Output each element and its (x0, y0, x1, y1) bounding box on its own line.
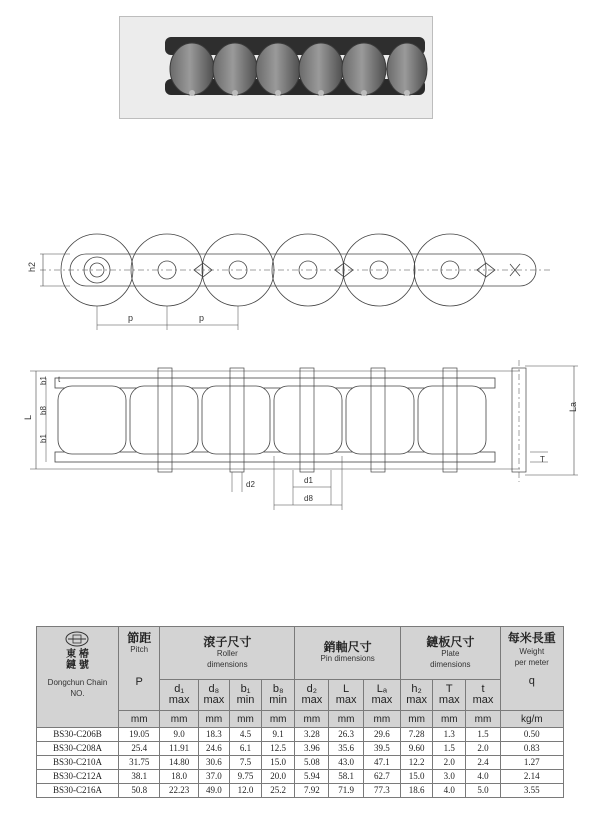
pin-header (295, 627, 401, 680)
table-row (37, 756, 564, 770)
symbol-cell (329, 680, 363, 711)
table-cell: 7.5 (229, 756, 261, 770)
table-cell: 58.1 (329, 770, 363, 784)
symbol-text: b₁ (240, 683, 251, 695)
table-cell: 25.4 (118, 742, 159, 756)
table-cell: 1.5 (466, 728, 500, 742)
symbol-text: T (445, 683, 453, 695)
weight-en: Weight per meter (514, 647, 549, 667)
label-b1-top: b1 (39, 376, 48, 385)
company-english: Dongchun Chain NO. (47, 678, 108, 698)
label-d8: d8 (304, 494, 313, 503)
symbol-qualifier: max (203, 694, 225, 706)
table-cell: 49.0 (198, 784, 229, 798)
chain-spec-table (36, 626, 564, 798)
table-cell: 9.75 (229, 770, 261, 784)
table-cell: 62.7 (363, 770, 400, 784)
table-cell: 2.0 (466, 742, 500, 756)
symbol-text: q (528, 675, 535, 687)
table-cell: BS30-C212A (37, 770, 119, 784)
symbol-qualifier: max (472, 694, 494, 706)
symbol-text: t (481, 683, 485, 695)
label-T: T (540, 455, 545, 464)
table-cell: BS30-C206B (37, 728, 119, 742)
symbol-text: d₁ (174, 683, 185, 695)
roller-en: Roller dimensions (207, 648, 248, 669)
table-cell: 77.3 (363, 784, 400, 798)
symbol-cell (401, 680, 433, 711)
table-cell: 24.6 (198, 742, 229, 756)
unit-cell: kg/m (500, 711, 563, 728)
pitch-header (118, 627, 159, 711)
symbol-qualifier: max (335, 694, 357, 706)
table-cell: 19.05 (118, 728, 159, 742)
symbol-cell (262, 680, 295, 711)
symbol-qualifier: max (301, 694, 323, 706)
table-row (37, 770, 564, 784)
symbol-qualifier: min (269, 694, 288, 706)
table-cell: 2.14 (500, 770, 563, 784)
symbol-cell (160, 680, 198, 711)
symbol-text: L (343, 683, 350, 695)
symbol-text: h₂ (411, 683, 422, 695)
symbol-text: b₈ (272, 683, 284, 695)
table-cell: 5.0 (466, 784, 500, 798)
table-cell: 25.2 (262, 784, 295, 798)
symbol-text: d₈ (208, 683, 220, 695)
symbol-qualifier: max (168, 694, 190, 706)
table-cell: 12.0 (229, 784, 261, 798)
table-cell: 3.55 (500, 784, 563, 798)
table-cell: 35.6 (329, 742, 363, 756)
company-chinese-line2: 鏈 號 (66, 660, 89, 671)
unit-cell: mm (229, 711, 261, 728)
symbol-qualifier: min (236, 694, 255, 706)
dongchun-logo-icon (65, 631, 89, 647)
table-cell: 18.0 (160, 770, 198, 784)
symbol-cell (198, 680, 229, 711)
unit-cell: mm (160, 711, 198, 728)
roller-cn: 滾子尺寸 (203, 634, 252, 649)
table-cell: 31.75 (118, 756, 159, 770)
unit-cell: mm (329, 711, 363, 728)
table-row (37, 728, 564, 742)
table-cell: 26.3 (329, 728, 363, 742)
table-cell: 71.9 (329, 784, 363, 798)
label-p-left: p (128, 313, 134, 323)
label-d2: d2 (246, 480, 255, 489)
table-cell: 12.2 (401, 756, 433, 770)
table-cell: 38.1 (118, 770, 159, 784)
spec-table-body (37, 728, 564, 798)
pitch-en: Pitch (130, 645, 149, 654)
unit-cell: mm (401, 711, 433, 728)
company-chinese-line1: 東 椿 (66, 649, 89, 660)
table-cell: 7.28 (401, 728, 433, 742)
table-cell: BS30-C208A (37, 742, 119, 756)
table-cell: 29.6 (363, 728, 400, 742)
table-row (37, 784, 564, 798)
table-cell: 37.0 (198, 770, 229, 784)
symbol-cell (466, 680, 500, 711)
plate-header (401, 627, 501, 680)
top-view (30, 360, 578, 510)
table-cell: 3.96 (295, 742, 329, 756)
table-cell: 15.0 (262, 756, 295, 770)
table-cell: 0.83 (500, 742, 563, 756)
unit-cell: mm (433, 711, 466, 728)
side-view (40, 234, 550, 330)
table-cell: 6.1 (229, 742, 261, 756)
pin-cn: 銷軸尺寸 (323, 640, 372, 654)
unit-cell: mm (466, 711, 500, 728)
table-cell: 2.4 (466, 756, 500, 770)
table-cell: 22.23 (160, 784, 198, 798)
table-cell: 50.8 (118, 784, 159, 798)
table-cell: 14.80 (160, 756, 198, 770)
label-L: L (23, 414, 33, 420)
unit-cell: mm (363, 711, 400, 728)
table-cell: 5.94 (295, 770, 329, 784)
unit-cell: mm (295, 711, 329, 728)
symbol-qualifier: max (371, 694, 393, 706)
table-cell: 9.1 (262, 728, 295, 742)
symbol-cell (433, 680, 466, 711)
label-t: t (58, 375, 61, 384)
table-cell: 1.5 (433, 742, 466, 756)
plate-en: Plate dimensions (430, 648, 471, 669)
table-cell: 18.3 (198, 728, 229, 742)
table-cell: 1.27 (500, 756, 563, 770)
table-cell: 43.0 (329, 756, 363, 770)
symbol-cell (363, 680, 400, 711)
unit-cell: mm (198, 711, 229, 728)
symbol-text: d₂ (306, 683, 318, 695)
pitch-cn: 節距 (127, 631, 152, 645)
unit-cell: mm (118, 711, 159, 728)
table-cell: 5.08 (295, 756, 329, 770)
table-cell: 7.92 (295, 784, 329, 798)
table-cell: 18.6 (401, 784, 433, 798)
table-cell: 3.0 (433, 770, 466, 784)
weight-cn: 每米長重 (507, 631, 556, 645)
table-cell: 9.0 (160, 728, 198, 742)
table-cell: 2.0 (433, 756, 466, 770)
symbol-text: Lₐ (376, 683, 387, 695)
symbol-qualifier: max (406, 694, 428, 706)
table-cell: 15.0 (401, 770, 433, 784)
table-cell: 4.5 (229, 728, 261, 742)
label-La: La (568, 401, 578, 412)
unit-cell: mm (262, 711, 295, 728)
table-cell: 0.50 (500, 728, 563, 742)
table-cell: 4.0 (466, 770, 500, 784)
label-d1: d1 (304, 476, 313, 485)
table-cell: 3.28 (295, 728, 329, 742)
label-b8: b8 (39, 406, 48, 415)
company-header-cell (37, 627, 119, 728)
symbol-cell (229, 680, 261, 711)
table-cell: BS30-C216A (37, 784, 119, 798)
weight-header (500, 627, 563, 711)
table-cell: 30.6 (198, 756, 229, 770)
table-cell: 1.3 (433, 728, 466, 742)
table-cell: 9.60 (401, 742, 433, 756)
plate-cn: 鏈板尺寸 (426, 634, 475, 649)
table-cell: 20.0 (262, 770, 295, 784)
label-b1-bottom: b1 (39, 434, 48, 443)
table-cell: 11.91 (160, 742, 198, 756)
table-cell: 12.5 (262, 742, 295, 756)
label-p-right: p (199, 313, 205, 323)
roller-header (160, 627, 295, 680)
label-h2: h2 (27, 261, 37, 272)
pin-en: Pin dimensions (320, 654, 375, 663)
symbol-qualifier: max (438, 694, 460, 706)
table-cell: 4.0 (433, 784, 466, 798)
table-row (37, 742, 564, 756)
table-cell: BS30-C210A (37, 756, 119, 770)
symbol-cell (295, 680, 329, 711)
symbol-text: P (135, 676, 143, 688)
table-cell: 47.1 (363, 756, 400, 770)
table-cell: 39.5 (363, 742, 400, 756)
